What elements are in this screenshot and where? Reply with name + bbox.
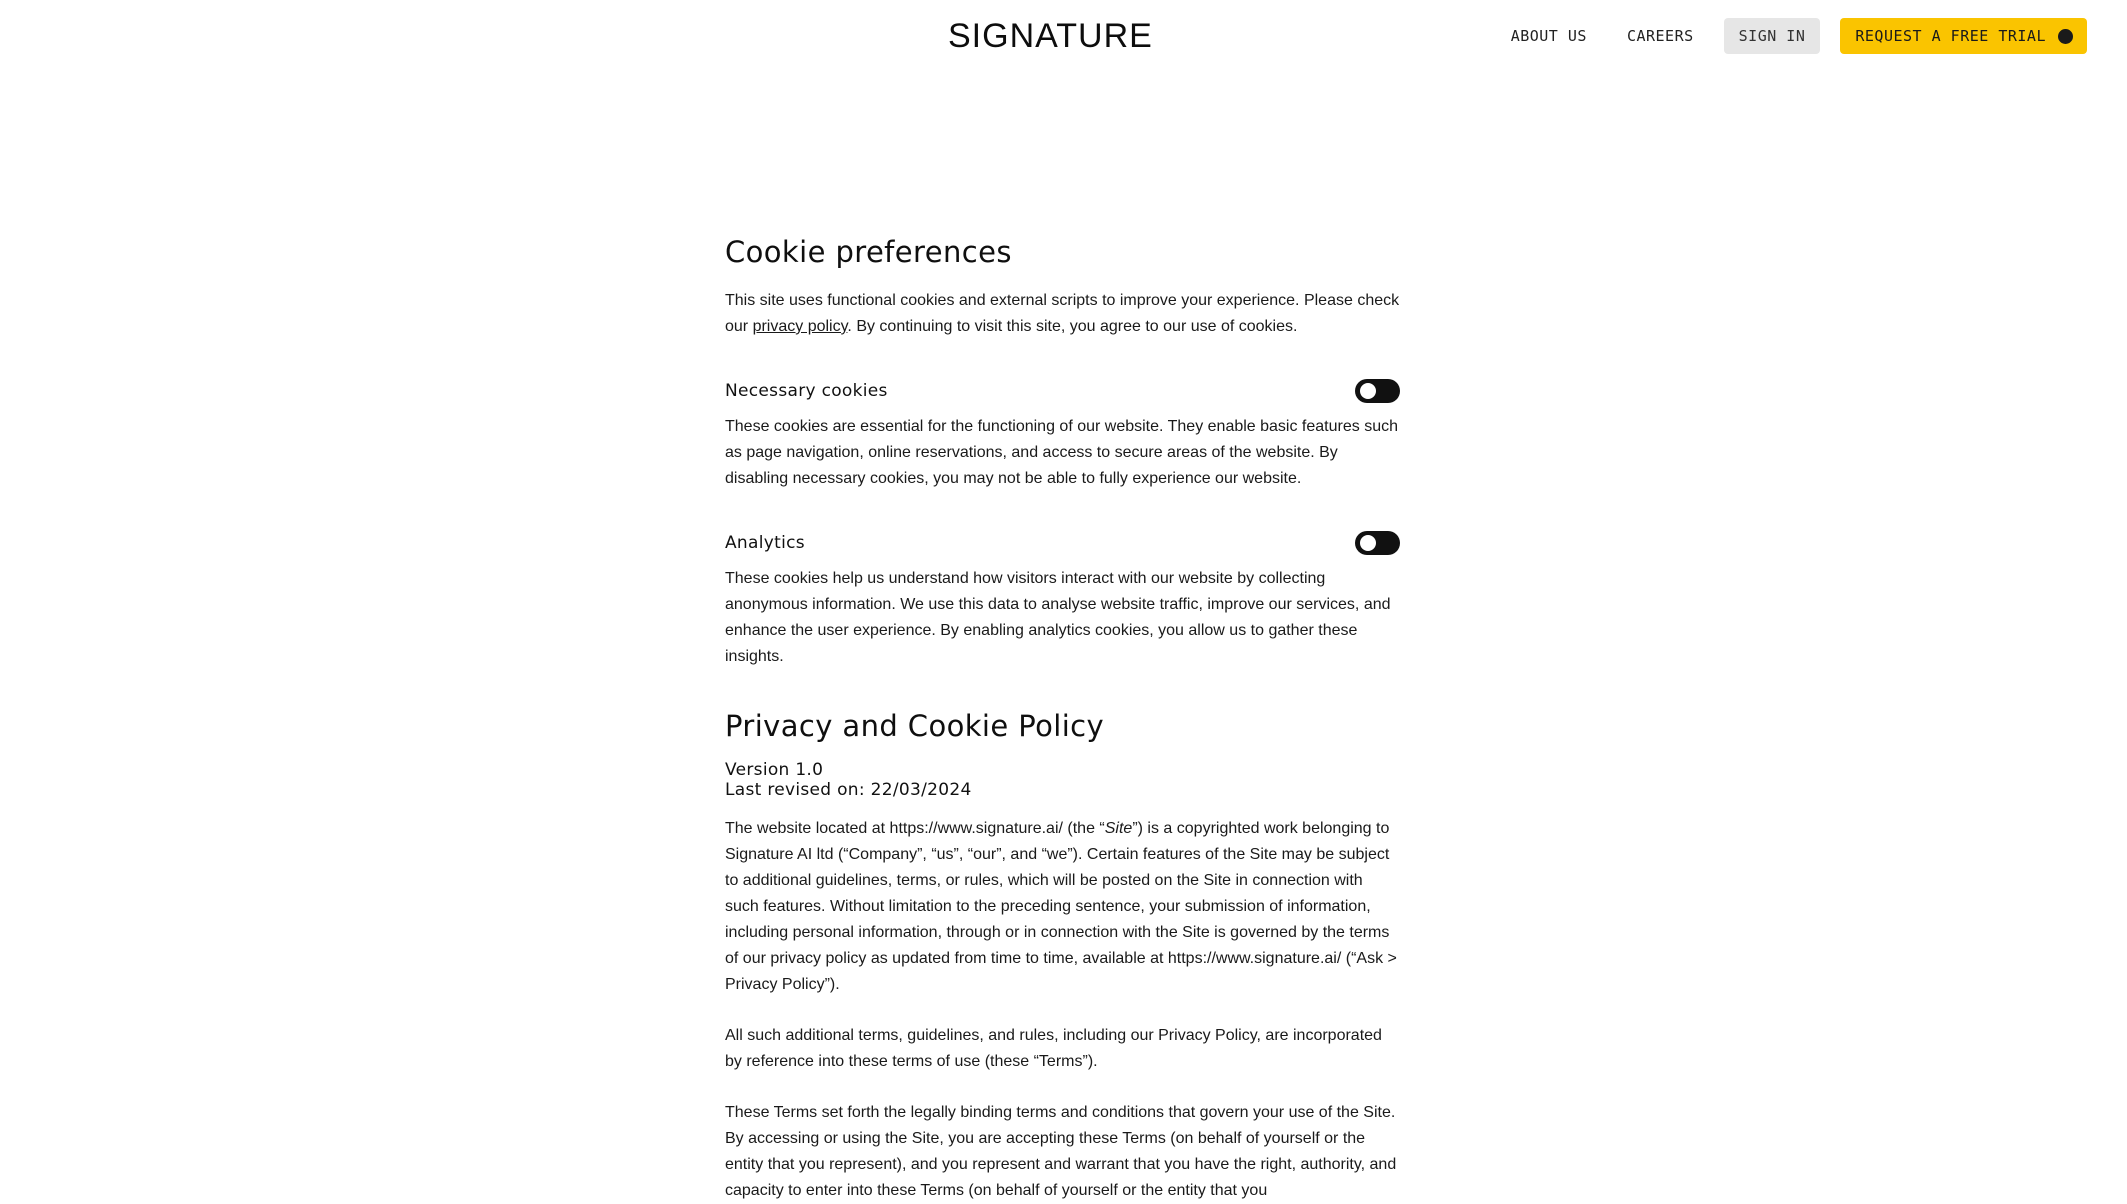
policy-paragraph-3: These Terms set forth the legally binding terms and conditions that govern your use of the Site. By accessing or using the Site, you are accepting these Terms (on behalf of yourself or the entity that you represent), and you represent and warrant that you have the right, authority, and capacity to enter into these Terms (on behalf of yourself or the entity that you	[725, 1104, 1397, 1199]
cookie-preferences-title: Cookie preferences	[725, 235, 1012, 269]
policy-p1-text: The website located at https://www.signature.ai/ (the “	[725, 820, 1105, 837]
necessary-cookies-description: These cookies are essential for the functioning of our website. They enable basic features such as page navigation, online reservations, and access to secure areas of the website. By disabling necessary cookies, you may not be able to fully experience our website.	[725, 418, 1398, 487]
toggle-knob	[1360, 535, 1376, 551]
privacy-policy-title: Privacy and Cookie Policy	[725, 709, 1105, 743]
privacy-policy-link[interactable]: privacy policy	[752, 318, 848, 335]
analytics-cookies-toggle[interactable]	[1355, 531, 1400, 555]
request-trial-label: REQUEST A FREE TRIAL	[1855, 27, 2046, 45]
policy-meta	[725, 760, 1400, 800]
analytics-cookies-row	[725, 528, 1400, 558]
nav-about-us[interactable]: ABOUT US	[1510, 27, 1587, 45]
top-nav	[1511, 18, 2087, 54]
necessary-cookies-label: Necessary cookies	[725, 381, 888, 401]
site-header	[0, 0, 2127, 72]
cookie-intro	[725, 288, 1400, 340]
analytics-cookies-description: These cookies help us understand how visitors interact with our website by collecting anonymous information. We use this data to analyse website traffic, improve our services, and enhance the user experience. By enabling analytics cookies, you allow us to gather these insights.	[725, 570, 1391, 665]
policy-p1-text-end: ”) is a copyrighted work belonging to Signature AI ltd (“Company”, “us”, “our”, and “we”). Certain features of the Site may be subject to additional guidelines, terms, or rules, which will be posted on the Site in connection with such features. Without limitation to the preceding sentence, your submission of information, including personal information, through or in connection with the Site is governed by the terms of our privacy policy as updated from time to time, available at https://www.signature.ai/ (“Ask > Privacy Policy”).	[725, 820, 1397, 993]
analytics-cookies-label: Analytics	[725, 533, 805, 553]
policy-paragraph-2: All such additional terms, guidelines, and rules, including our Privacy Policy, are incorporated by reference into these terms of use (these “Terms”).	[725, 1027, 1382, 1070]
cookie-intro-text-end: . By continuing to visit this site, you agree to our use of cookies.	[847, 318, 1298, 335]
sign-in-button[interactable]: SIGN IN	[1724, 18, 1821, 54]
nav-careers[interactable]: CAREERS	[1626, 27, 1694, 45]
signature-logo[interactable]: SIGNATURE	[948, 17, 1153, 55]
main-content	[725, 232, 1400, 1204]
dot-icon	[2058, 29, 2073, 44]
necessary-cookies-row	[725, 376, 1400, 406]
policy-last-revised: Last revised on: 22/03/2024	[725, 780, 972, 800]
toggle-knob	[1360, 383, 1376, 399]
policy-site-term: Site	[1104, 820, 1133, 837]
request-trial-button[interactable]	[1840, 18, 2087, 54]
policy-paragraph-1	[725, 816, 1400, 998]
policy-version: Version 1.0	[725, 760, 824, 780]
necessary-cookies-toggle[interactable]	[1355, 379, 1400, 403]
cookie-intro-text: This site uses functional cookies and external scripts to improve your experience. Please check our	[725, 292, 1400, 335]
